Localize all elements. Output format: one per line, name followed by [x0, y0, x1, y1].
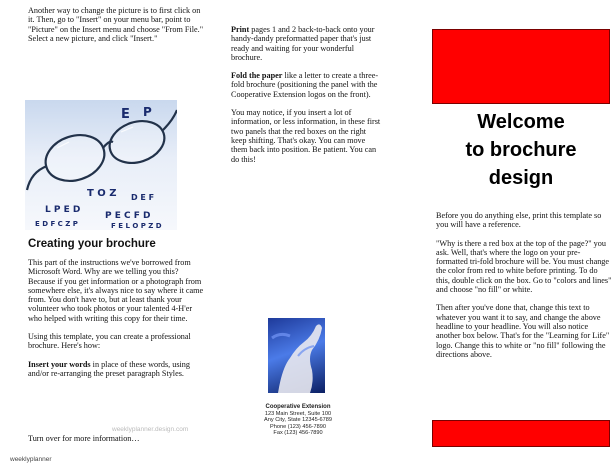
- svg-text:P E C F D: P E C F D: [105, 211, 151, 221]
- welcome-headline: [428, 108, 614, 192]
- headline-line-2: to brochure: [465, 139, 577, 161]
- mid-para-2-rest: like a letter to create a three-fold brochure (positioning the panel with the Cooperative Extension logos on the front).: [231, 71, 379, 99]
- mid-para-3: You may notice, if you insert a lot of information, or less information, in these first two panels that the red boxes on the right keep shifting. That's okay. You can move them back into position. Be patient. You can do this!: [231, 108, 381, 164]
- creating-brochure-heading: Creating your brochure: [28, 238, 156, 250]
- contact-fax-line: Fax (123) 456-7890: [273, 430, 323, 437]
- eyeglasses-photo: [25, 100, 177, 230]
- mid-para-1: [231, 25, 381, 62]
- svg-text:E: E: [121, 107, 130, 122]
- left-para-3: [28, 360, 206, 379]
- contact-city-line: Any City, State 12345-6789: [264, 417, 332, 424]
- turn-over-text: Turn over for more information…: [28, 434, 140, 443]
- left-para-2: Using this template, you can create a professional brochure. Here's how:: [28, 332, 191, 351]
- right-para-3: Then after you've done that, change this text to whatever you want it to say, and change the above headline to your headline. You will also notice another box below. That's for the "Learning for Life" logo. Change this to white or "no fill" following the directions above.: [436, 303, 610, 359]
- svg-text:F E L O P Z D: F E L O P Z D: [111, 222, 162, 230]
- extension-logo-image: [268, 318, 325, 393]
- svg-text:D E F: D E F: [131, 193, 155, 202]
- svg-text:E D F C Z P: E D F C Z P: [35, 220, 78, 228]
- contact-address-line: 123 Main Street, Suite 100: [264, 410, 332, 417]
- right-para-2: "Why is there a red box at the top of the page?" you ask. Well, that's where the logo on your pre-formatted tri-fold brochure will be. You must change the color from red to white before printing. To do this, double click on the box. Go to "colors and lines" and choose "no fill" or white.: [436, 238, 612, 295]
- headline-line-3: design: [488, 167, 554, 189]
- eyeglasses-image: [25, 100, 177, 230]
- middle-panel-text: [231, 25, 381, 173]
- logo-placeholder-red-box-bottom[interactable]: [432, 420, 610, 447]
- faint-watermark: weeklyplanner.design.com: [112, 426, 189, 433]
- right-panel-text: [436, 211, 612, 368]
- left-para-3-rest: in place of these words, using and/or re-arranging the preset paragraph Styles.: [28, 359, 190, 378]
- mid-para-1-rest: pages 1 and 2 back-to-back onto your handy-dandy preformatted paper that's just ready and waiting for your wonderful brochure.: [231, 25, 375, 62]
- left-para-1: This part of the instructions we've borrowed from Microsoft Word. Why are we telling you this? Because if you get information or a photograph from somewhere else, it's always nice to say where it came from. You don't have to, but at least thank your volunteer who took photos or your talented 4-H'er who helped with writing this copy for their time.: [28, 258, 204, 323]
- left-body-text: [28, 258, 206, 387]
- contact-block: [245, 404, 351, 437]
- mid-para-2-bold: Fold the paper: [231, 71, 283, 81]
- svg-text:P: P: [143, 105, 152, 119]
- svg-text:T O Z: T O Z: [87, 188, 117, 199]
- watermark-text: weeklyplanner: [10, 456, 52, 463]
- right-para-1: Before you do anything else, print this template so you will have a reference.: [436, 211, 602, 230]
- contact-title: Cooperative Extension: [265, 404, 331, 410]
- left-intro-paragraph: Another way to change the picture is to first click on it. Then, go to "Insert" on your menu bar, point to "Picture" on the Insert menu and choose "From File." Select a new picture, and click "Insert.": [28, 6, 204, 43]
- left-para-3-bold: Insert your words: [28, 359, 91, 369]
- mid-para-1-bold: Print: [231, 25, 250, 34]
- headline-line-1: Welcome: [477, 111, 565, 133]
- svg-text:L P E D: L P E D: [45, 205, 81, 215]
- mid-para-2: [231, 71, 381, 99]
- hand-icon: [268, 318, 325, 393]
- contact-phone-line: Phone (123) 456-7890: [270, 423, 326, 430]
- logo-placeholder-red-box-top[interactable]: [432, 29, 610, 104]
- left-intro-text: [28, 6, 208, 43]
